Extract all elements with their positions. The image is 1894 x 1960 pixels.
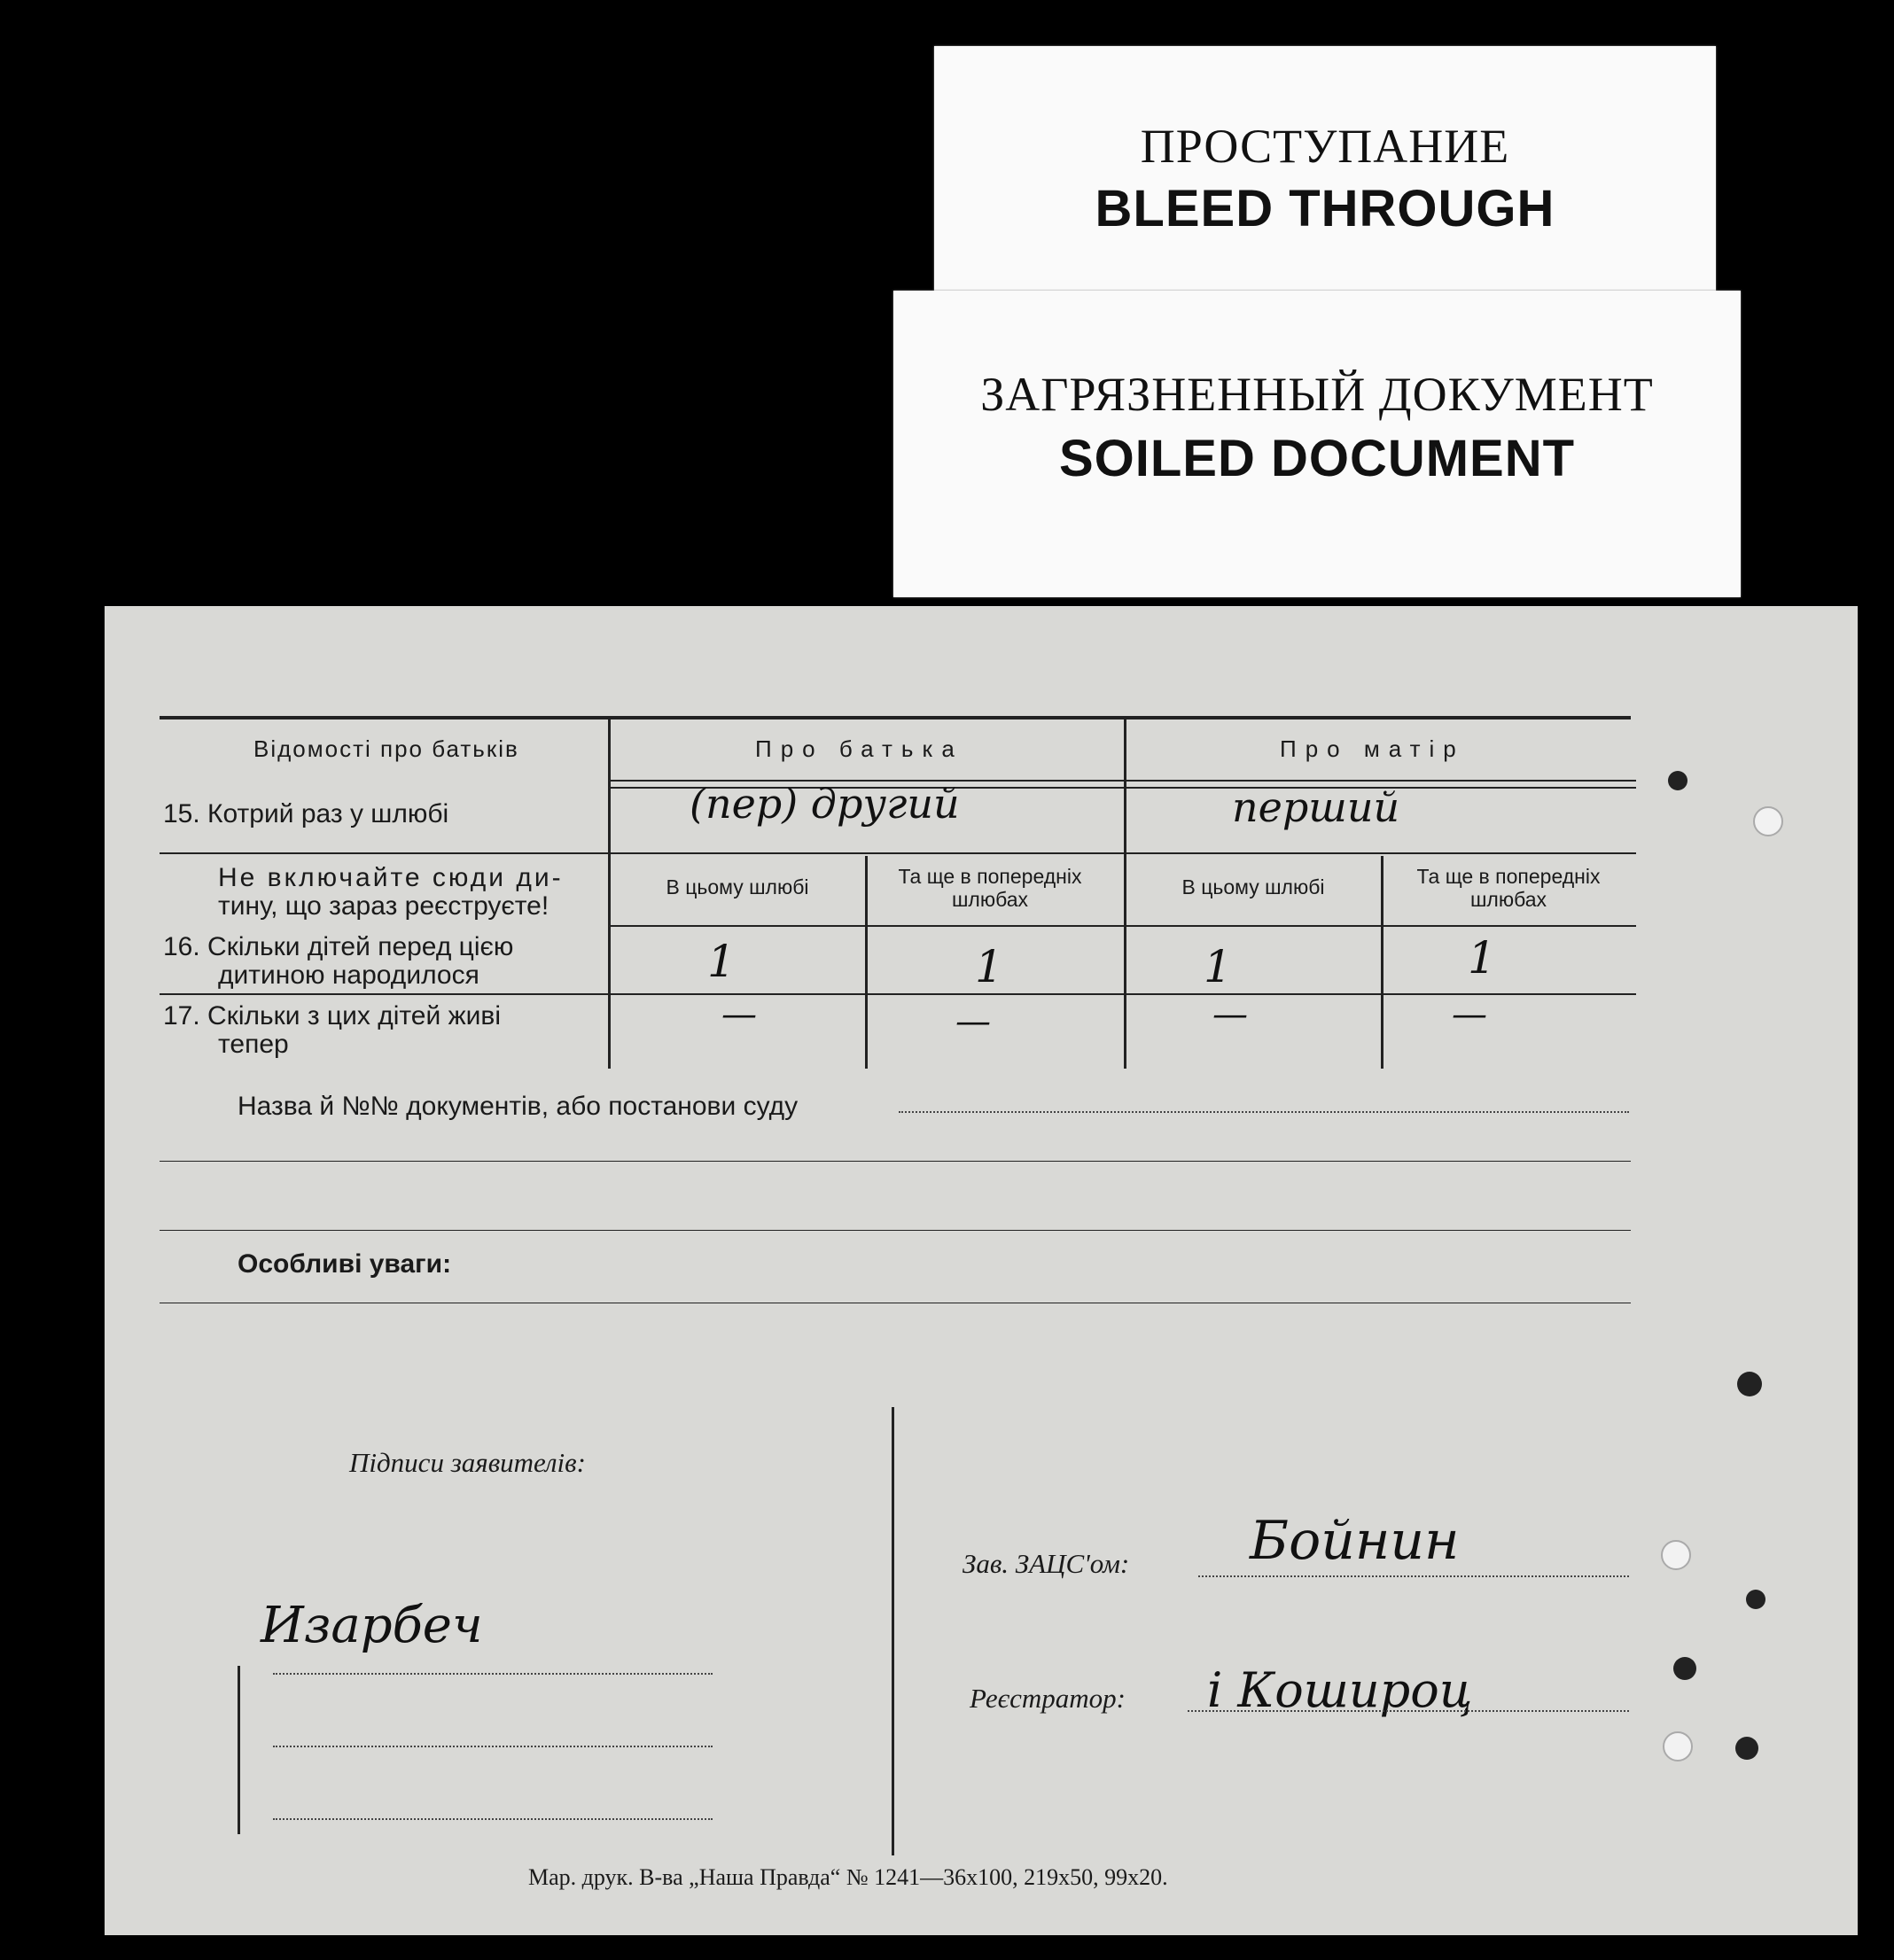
binding-hole bbox=[1673, 1657, 1696, 1680]
applicants-signatures-label: Підписи заявителів: bbox=[349, 1447, 586, 1478]
registration-form-sheet bbox=[105, 606, 1858, 1935]
header-parents-info: Відомості про батьків bbox=[253, 735, 519, 762]
table-top-rule bbox=[160, 716, 1631, 719]
bleed-through-english-text: BLEED THROUGH bbox=[1095, 180, 1555, 237]
row16-mother-this-marriage: 1 bbox=[1204, 941, 1232, 992]
bleed-through-russian-text: ПРОСТУПАНИЕ bbox=[1140, 120, 1510, 173]
row16-label-line1: 16. Скільки дітей перед цією bbox=[163, 932, 514, 961]
row15-father-handwriting: (пер) другий bbox=[690, 780, 960, 828]
mother-this-marriage-header: В цьому шлюбі bbox=[1181, 875, 1325, 898]
printer-footer: Мар. друк. В-ва „Наша Правда“ № 1241—36x100, 219x50, 99x20. bbox=[528, 1864, 1168, 1890]
documents-label: Назва й №№ документів, або постанови суду bbox=[238, 1092, 799, 1121]
registrar-label: Реєстратор: bbox=[970, 1683, 1126, 1714]
documents-line-3 bbox=[160, 1230, 1631, 1231]
applicant-signature: Изарбеч bbox=[261, 1597, 483, 1654]
row16-father-previous: 1 bbox=[975, 941, 1003, 992]
row17-father-previous: — bbox=[955, 1001, 991, 1042]
row16-bottom-rule bbox=[160, 993, 1636, 995]
note-row-bottom-rule bbox=[608, 925, 1636, 927]
binding-hole bbox=[1746, 1590, 1765, 1609]
column-divider-middle bbox=[1124, 719, 1126, 1069]
binding-hole-light bbox=[1661, 1540, 1691, 1570]
row17-label-line2: тепер bbox=[218, 1030, 289, 1059]
note-line-2: тину, що зараз реєструєте! bbox=[218, 891, 549, 921]
mother-subcolumn-divider bbox=[1381, 856, 1383, 1069]
head-of-registry-label: Зав. ЗАЦС'ом: bbox=[963, 1548, 1130, 1579]
binding-hole-light bbox=[1663, 1731, 1693, 1762]
applicant-line-3 bbox=[273, 1818, 713, 1820]
father-this-marriage-header: В цьому шлюбі bbox=[666, 875, 809, 898]
soiled-document-english-text: SOILED DOCUMENT bbox=[1058, 430, 1576, 487]
row15-label: 15. Котрий раз у шлюбі bbox=[163, 799, 449, 828]
mother-previous-marriages-header-line2: шлюбах bbox=[1469, 888, 1547, 911]
row16-label-line2: дитиною народилося bbox=[218, 961, 479, 990]
note-line-1: Не включайте сюди ди- bbox=[218, 863, 564, 892]
father-previous-marriages-header-line2: шлюбах bbox=[951, 888, 1029, 911]
row17-mother-this-marriage: — bbox=[1212, 994, 1248, 1035]
row17-father-this-marriage: — bbox=[721, 994, 757, 1035]
documents-dotted-line bbox=[899, 1111, 1629, 1113]
header-about-father: Про батька bbox=[755, 735, 963, 762]
binding-hole-light bbox=[1753, 806, 1783, 836]
row15-bottom-rule bbox=[160, 852, 1636, 854]
documents-line-2 bbox=[160, 1161, 1631, 1162]
registrar-signature: і Кошироц bbox=[1207, 1662, 1473, 1718]
binding-hole bbox=[1735, 1737, 1758, 1760]
column-divider-left bbox=[608, 719, 611, 1069]
binding-hole bbox=[1737, 1372, 1762, 1396]
row16-mother-previous: 1 bbox=[1468, 932, 1496, 984]
applicant-line-1 bbox=[273, 1673, 713, 1675]
soiled-document-russian-text: ЗАГРЯЗНЕННЫЙ ДОКУМЕНТ bbox=[980, 368, 1654, 421]
registrar-signature-line bbox=[1188, 1710, 1629, 1712]
row17-label-line1: 17. Скільки з цих дітей живі bbox=[163, 1001, 501, 1031]
head-of-registry-signature: Бойнин bbox=[1250, 1510, 1460, 1572]
applicant-line-2 bbox=[273, 1746, 713, 1747]
mother-previous-marriages-header-line1: Та ще в попередніх bbox=[1416, 865, 1601, 888]
header-about-mother: Про матір bbox=[1280, 735, 1465, 762]
soiled-document-label-card bbox=[893, 291, 1741, 597]
signatures-divider bbox=[892, 1407, 894, 1855]
applicant-bracket bbox=[238, 1666, 247, 1834]
bleed-through-label-card bbox=[934, 46, 1716, 292]
binding-hole bbox=[1668, 771, 1687, 790]
row17-mother-previous: — bbox=[1452, 994, 1487, 1035]
row15-mother-handwriting: перший bbox=[1232, 783, 1400, 831]
father-previous-marriages-header-line1: Та ще в попередніх bbox=[898, 865, 1082, 888]
row16-father-this-marriage: 1 bbox=[707, 936, 736, 987]
father-subcolumn-divider bbox=[865, 856, 868, 1069]
special-notes-label: Особливі уваги: bbox=[238, 1249, 452, 1279]
head-signature-line bbox=[1198, 1575, 1629, 1577]
